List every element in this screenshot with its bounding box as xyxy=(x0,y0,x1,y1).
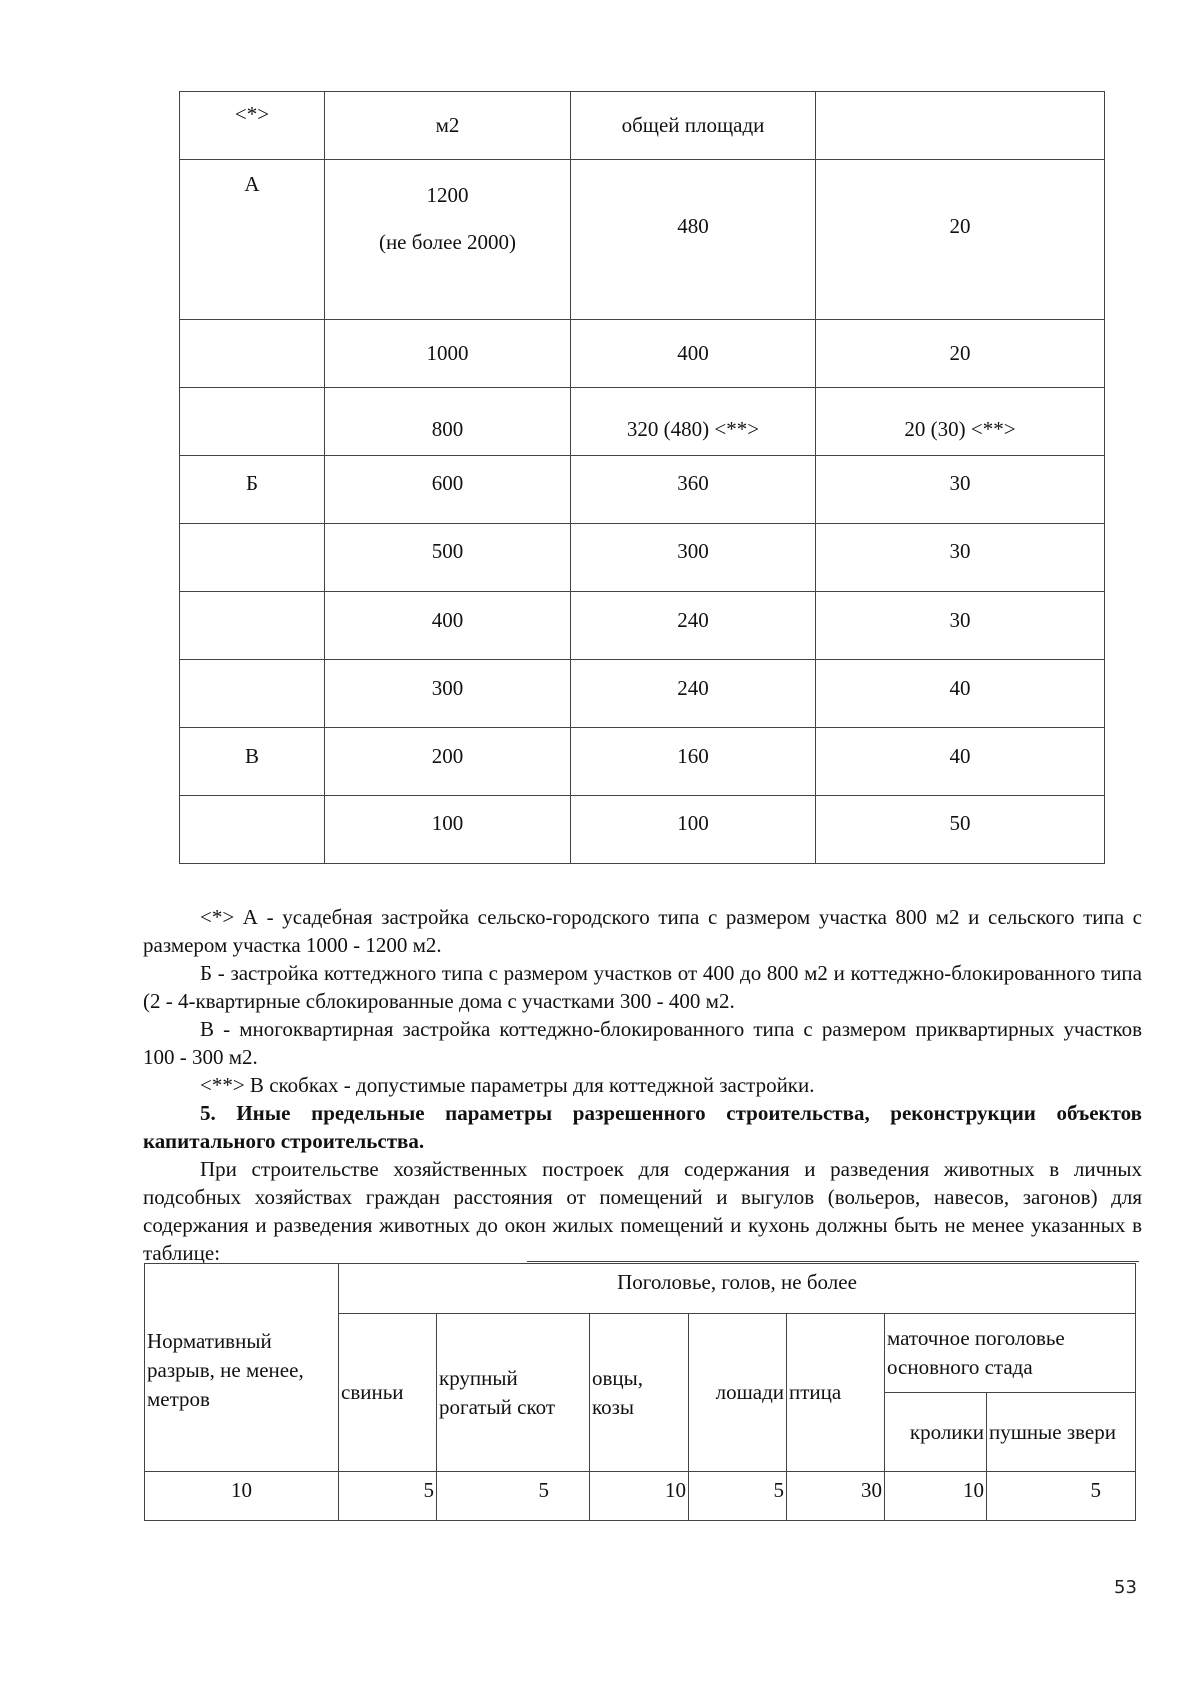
table-row xyxy=(180,728,1105,796)
table-row xyxy=(180,592,1105,660)
table-cell: 360 xyxy=(571,456,816,524)
table-header-cell: Нормативный разрыв, не менее, метров xyxy=(145,1264,339,1472)
table-cell: 10 xyxy=(145,1472,339,1521)
table-row xyxy=(180,160,1105,320)
table-cell: 1000 xyxy=(325,320,571,388)
table-cell: 10 xyxy=(590,1472,689,1521)
table-cell: 480 xyxy=(571,160,816,320)
table-cell: Б xyxy=(180,456,325,524)
table-cell xyxy=(180,592,325,660)
table-cell xyxy=(180,524,325,592)
table-cell: 5 xyxy=(437,1472,590,1521)
table-row xyxy=(180,456,1105,524)
table-header-cell: свиньи xyxy=(339,1314,437,1472)
fill-line xyxy=(527,1261,1139,1262)
table-row xyxy=(180,388,1105,456)
table-cell: м2 xyxy=(325,92,571,160)
area-value: 1200 xyxy=(426,182,469,207)
table-row xyxy=(180,320,1105,388)
table-cell: 10 xyxy=(885,1472,987,1521)
table-cell xyxy=(816,92,1105,160)
table-cell: 800 xyxy=(325,388,571,456)
table-cell: 100 xyxy=(325,796,571,864)
table-cell: 40 xyxy=(816,728,1105,796)
table-header-cell: птица xyxy=(787,1314,885,1472)
table-header-cell: кролики xyxy=(885,1393,987,1472)
table-header-cell: пушные звери xyxy=(987,1393,1136,1472)
note-paragraph: <**> В скобках - допустимые параметры для коттеджной застройки. xyxy=(200,1073,815,1097)
table-cell: 600 xyxy=(325,456,571,524)
table-row xyxy=(180,660,1105,728)
table-cell: 240 xyxy=(571,660,816,728)
notes-section xyxy=(143,903,1142,1267)
table-cell: 30 xyxy=(816,592,1105,660)
table-cell: 300 xyxy=(325,660,571,728)
table-cell: общей площади xyxy=(571,92,816,160)
table-cell: 50 xyxy=(816,796,1105,864)
table-row xyxy=(180,524,1105,592)
table-cell: <*> xyxy=(180,92,325,160)
page-number: 53 xyxy=(1114,1577,1137,1598)
table-cell: 5 xyxy=(339,1472,437,1521)
table-cell: 160 xyxy=(571,728,816,796)
table-cell: A xyxy=(180,160,325,320)
table-cell: 100 xyxy=(571,796,816,864)
table-cell: 30 xyxy=(787,1472,885,1521)
table-header-cell: маточное поголовье основного стада xyxy=(885,1314,1136,1393)
table-cell: 5 xyxy=(689,1472,787,1521)
table-cell: 320 (480) <**> xyxy=(571,388,816,456)
section-heading: 5. Иные предельные параметры разрешенного строительства, реконструкции объектов капитального строительства. xyxy=(143,1101,1142,1153)
table-header-cell: лошади xyxy=(689,1314,787,1472)
table-cell: 30 xyxy=(816,524,1105,592)
table-cell: 20 (30) <**> xyxy=(816,388,1105,456)
note-paragraph: <*> А - усадебная застройка сельско-городского типа с размером участка 800 м2 и сельского типа с размером участка 1000 - 1200 м2. xyxy=(143,905,1142,957)
table-cell: В xyxy=(180,728,325,796)
table-cell: 500 xyxy=(325,524,571,592)
area-note: (не более 2000) xyxy=(378,229,517,254)
table-cell: 30 xyxy=(816,456,1105,524)
table-cell xyxy=(180,388,325,456)
table-header-row xyxy=(180,92,1105,160)
table-cell: 20 xyxy=(816,320,1105,388)
table-cell: 40 xyxy=(816,660,1105,728)
body-paragraph: При строительстве хозяйственных построек для содержания и разведения животных в личных подсобных хозяйствах граждан расстояния от помещений и выгулов (вольеров, навесов, загонов) для содержания и разведения животных до окон жилых помещений и кухонь должны быть не менее указанных в таблице: xyxy=(143,1157,1142,1265)
housing-parameters-table xyxy=(179,91,1105,864)
table-cell: 300 xyxy=(571,524,816,592)
table-cell: 400 xyxy=(325,592,571,660)
table-cell: 240 xyxy=(571,592,816,660)
table-cell xyxy=(180,660,325,728)
table-cell xyxy=(180,320,325,388)
table-header-cell: крупный рогатый скот xyxy=(437,1314,590,1472)
note-paragraph: В - многоквартирная застройка коттеджно-блокированного типа с размером приквартирных участков 100 - 300 м2. xyxy=(143,1017,1142,1069)
animal-distance-table xyxy=(144,1263,1136,1521)
table-cell xyxy=(325,160,571,320)
table-cell: 5 xyxy=(987,1472,1136,1521)
table-header-cell: овцы, козы xyxy=(590,1314,689,1472)
table-cell: 20 xyxy=(816,160,1105,320)
table-header-cell: Поголовье, голов, не более xyxy=(339,1264,1136,1314)
table-cell: 200 xyxy=(325,728,571,796)
table-cell: 400 xyxy=(571,320,816,388)
table-row xyxy=(180,796,1105,864)
note-paragraph: Б - застройка коттеджного типа с размером участков от 400 до 800 м2 и коттеджно-блокированного типа (2 - 4-квартирные сблокированные дома с участками 300 - 400 м2. xyxy=(143,961,1142,1013)
table-cell xyxy=(180,796,325,864)
